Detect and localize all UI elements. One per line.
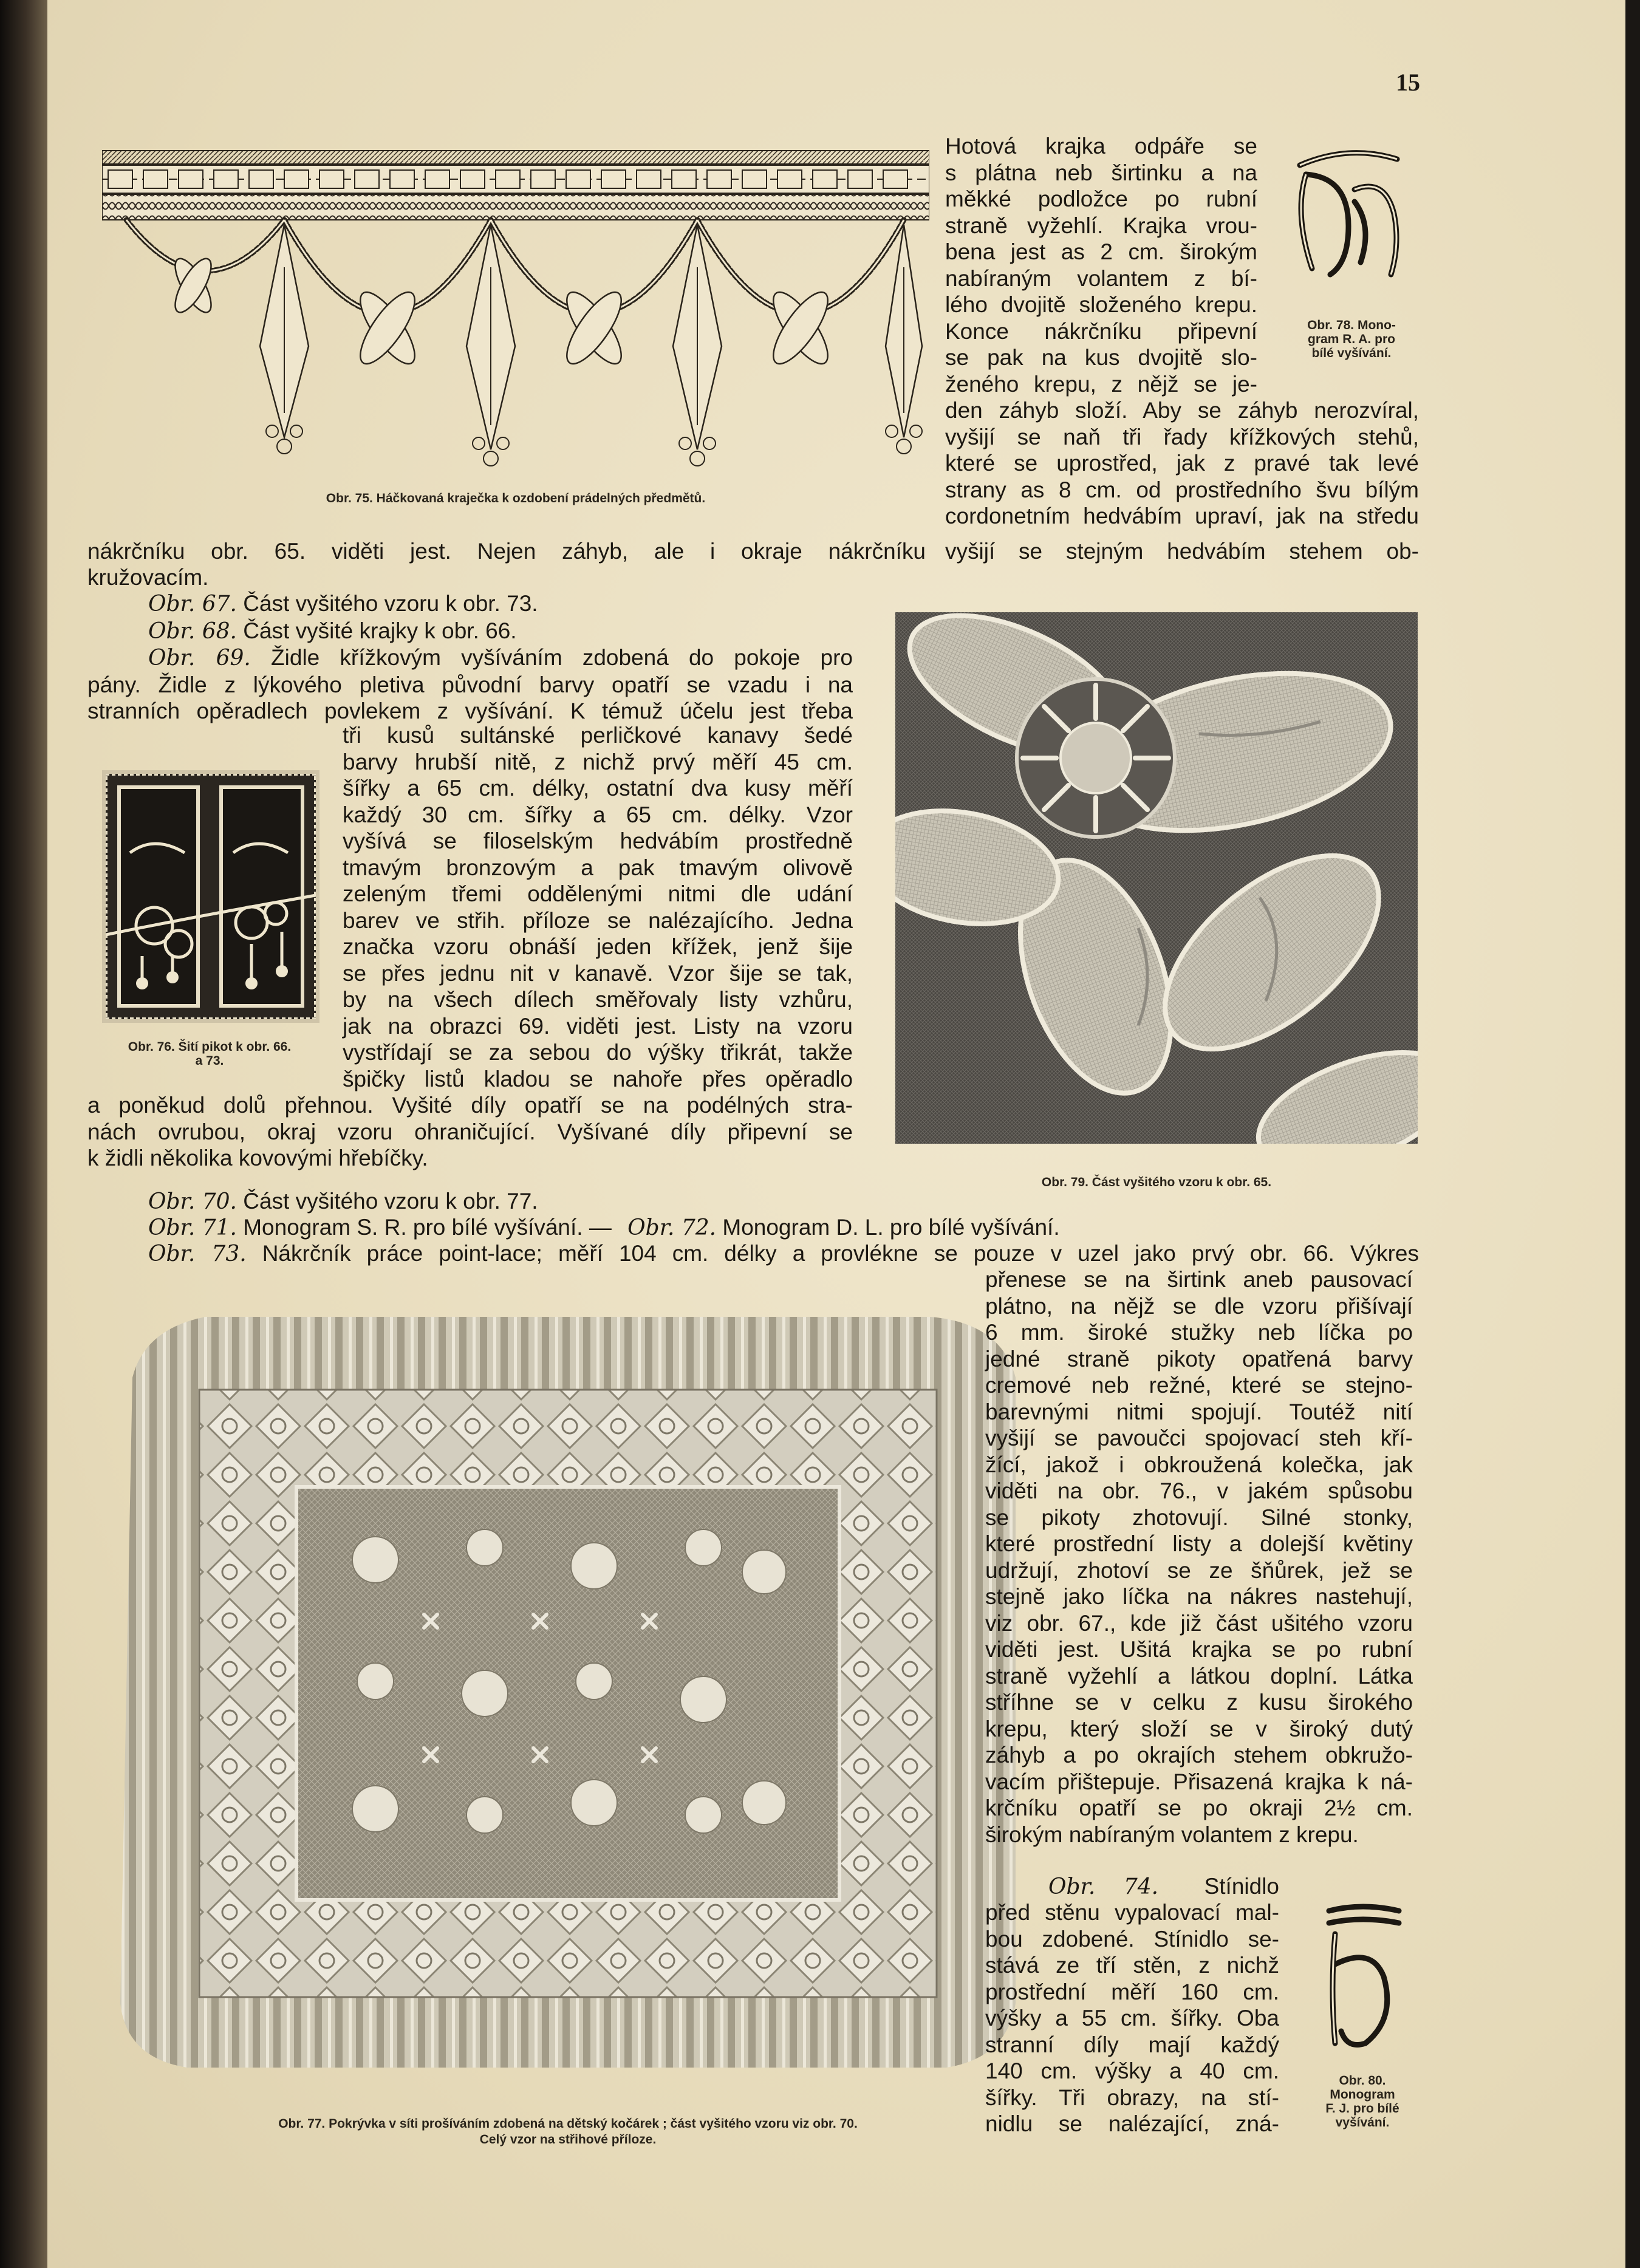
figure-76-picot-sewing xyxy=(102,770,319,1023)
top-right-paragraph-wide: den záhyb složí. Aby se záhyb nerozvíral, vyšijí se naň tři řady křížkových stehů, které se uprostřed, jak z pravé tak levé strany as 8 cm. od prostředního švu bílým cordonetním hedvábím upraví, jak na středu xyxy=(945,398,1419,528)
top-right-last-line: vyšijí se stejným hedvábím stehem ob- xyxy=(945,539,1419,564)
monogram-ra-illustration xyxy=(1282,141,1415,293)
monogram-fj-illustration xyxy=(1317,1897,1408,2061)
crochet-lace-illustration xyxy=(102,146,929,483)
book-spine xyxy=(0,0,47,2268)
picot-sewing-illustration xyxy=(106,774,316,1019)
caption-fig-79: Obr. 79. Část vyšitého vzoru k obr. 65. xyxy=(1041,1175,1272,1189)
figure-78-monogram xyxy=(1282,141,1415,293)
left-line-1: nákrčníku obr. 65. viděti jest. Nejen záhyb, ale i okraje nákrčníku xyxy=(87,539,926,564)
top-right-paragraph: Hotová krajka odpáře se s plátna neb širtinku a na měkké podložce po rubní straně vyžehlí. Krajka vrou- bena jest as 2 cm. širokým nabíraným volantem z bí- lého dvojitě složeného krepu. Konce nákrčníku připevní se pak na kus dvojitě slo- ženého krepu, z nějž se je- xyxy=(945,134,1257,397)
list-item-73: Obr. 73. Nákrčník práce point-lace; měří 104 cm. délky a provlékne se pouze v uzel jako prvý obr. 66. Výkres xyxy=(148,1241,1420,1266)
list-item-69: Obr. 69. Židle křížkovým vyšíváním zdobená do pokoje pro xyxy=(148,645,853,671)
figure-75-crochet-lace xyxy=(102,146,929,483)
caption-fig-75: Obr. 75. Háčkovaná kraječka k ozdobení prádelných předmětů. xyxy=(326,491,706,505)
list-item-71-72: Obr. 71. Monogram S. R. pro bílé vyšívání. — Obr. 72. Monogram D. L. pro bílé vyšívání. xyxy=(148,1215,1060,1240)
caption-fig-76: Obr. 76. Šití pikot k obr. 66. a 73. xyxy=(128,1040,292,1068)
chair-paragraph-narrow: tři kusů sultánské perličkové kanavy šedé barvy hrubší nitě, z nichž prvý měří 45 cm. šířky a 65 cm. délky, ostatní dva kusy měří každý 30 cm. šířky a 65 cm. délky. Vzor vyšívá se filoselským hedvábím prostředně tmavým bronzovým a pak tmavým olivově zeleným třemi oddělenými nitmi dle udání barev ve střih. příloze se nalézajícího. Jedna značka vzoru obnáší jeden křížek, jenž šije se přes jednu nit v kanavě. Vzor šije se tak, by na všech dílech směřovaly listy vzhůru, jak na obrazci 69. viděti jest. Listy na vzoru vystřídají se za sebou do výšky třikrát, takže špičky listů kladou se nahoře přes opěradlo xyxy=(343,723,853,1091)
chair-paragraph-end: a poněkud dolů přehnou. Vyšité díly opatří se na podélných stra- nách ovrubou, okraj vzoru ohraničující. Vyšívané díly připevní se k židli několika kovovými hřebíčky. xyxy=(87,1093,853,1170)
figure-79-embroidery xyxy=(895,612,1418,1144)
net-cover-photo xyxy=(108,1305,1028,2080)
left-line-2: kružovacím. xyxy=(87,565,209,590)
list-item-74: Obr. 74. Stínidlo xyxy=(1048,1874,1279,1899)
page-number: 15 xyxy=(1396,69,1420,96)
list-item-67: Obr. 67. Část vyšitého vzoru k obr. 73. xyxy=(148,591,538,617)
list-item-68: Obr. 68. Část vyšité krajky k obr. 66. xyxy=(148,618,517,644)
figure-77-net-cover xyxy=(108,1305,1028,2080)
list-item-70: Obr. 70. Část vyšitého vzoru k obr. 77. xyxy=(148,1189,538,1214)
embroidery-detail-photo xyxy=(895,612,1418,1144)
caption-fig-77: Obr. 77. Pokrývka v síti prošíváním zdobená na dětský kočárek ; část vyšitého vzoru viz obr. 70. Celý vzor na střihové příloze. xyxy=(278,2117,858,2147)
caption-fig-80: Obr. 80. Monogram F. J. pro bílé vyšívání. xyxy=(1325,2074,1399,2130)
lamp-paragraph: před stěnu vypalovací mal- bou zdobené. Stínidlo se- stává ze tří stěn, z nichž prostřední měří 160 cm. výšky a 55 cm. šířky. Oba stranní díly mají každý 140 cm. výšky a 40 cm. šířky. Tři obrazy, na stí- nidlu se nalézající, zná- xyxy=(985,1900,1279,2136)
list-items-1: Obr. 67. Část vyšitého vzoru k obr. 73. Obr. 68. Část vyšité krajky k obr. 66. Obr. 69. Židle křížkovým vyšíváním zdobená do pokoje pro pány. Židle z lýkového pletiva původní barvy opatří se vzadu i na stranních opěradlech povlekem z vyšívání. K témuž účelu jest třeba xyxy=(87,591,853,723)
caption-fig-78: Obr. 78. Mono- gram R. A. pro bílé vyšívání. xyxy=(1307,318,1396,360)
right-column-paragraph: přenese se na širtink aneb pausovací plátno, na nějž se dle vzoru přišívají 6 mm. široké stužky neb líčka po jedné straně pikoty opatřená barvy cremové neb režné, které se stejno- barevnými nitmi spojují. Toutéž nití vyšijí se pavoučci spojovací steh kří- žící, jakož i obkroužená kolečka, jak viděti na obr. 76., v jakém spůsobu se pikoty zhotovují. Silné stonky, které prostřední listy a dolejší květiny udržují, zhotoví se ze šňůrek, jež se stejně jako líčka na nákres nastehují, viz obr. 67., kde již část ušitého vzoru viděti jest. Ušitá krajka se po rubní straně vyžehlí a látkou doplní. Látka stříhne se v celku z kusu širokého krepu, který složí se v široký dutý záhyb a po okrajích stehem obkružo- vacím přištepuje. Přisazená krajka k ná- krčníku opatří se po okraji 2½ cm. širokým nabíraným volantem z krepu. xyxy=(985,1267,1413,1847)
figure-80-monogram xyxy=(1317,1897,1408,2061)
